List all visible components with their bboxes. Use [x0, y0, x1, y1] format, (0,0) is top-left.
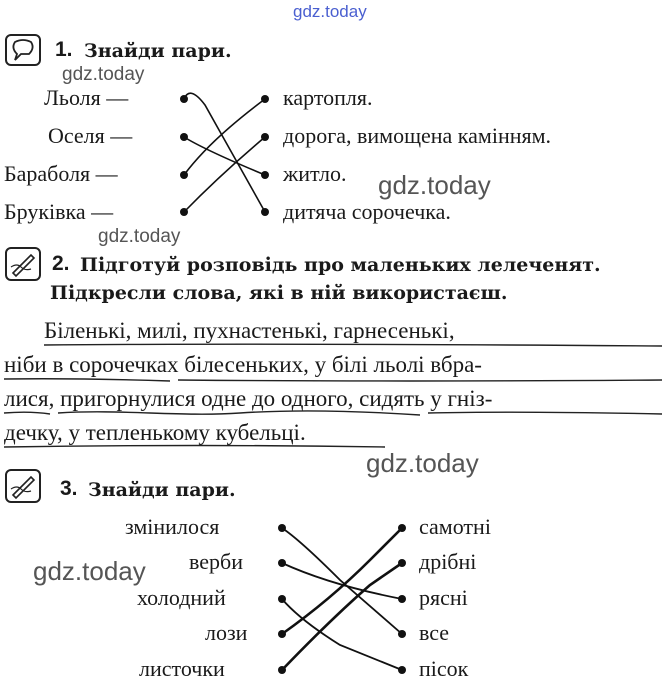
task1-title: Знайди пари.	[84, 40, 232, 62]
task1-right-word: дорога, вимощена камінням.	[283, 123, 552, 148]
task1-left-word: Оселя —	[48, 123, 133, 148]
task1-left-word: Бруківка —	[4, 199, 114, 224]
task2-number: 2.	[52, 252, 70, 275]
paragraph-line: дечку, у тепленькому кубельці.	[4, 420, 306, 445]
task1-right-word: картопля.	[283, 85, 373, 110]
paragraph-line: лися, пригорнулися одне до одного, сидять у гніз-	[4, 386, 493, 411]
watermark: gdz.today	[378, 170, 491, 200]
task3-left-word: холодний	[137, 585, 226, 610]
connector-line	[282, 528, 402, 634]
task1-left-word: Льоля —	[44, 85, 129, 110]
watermark: gdz.today	[62, 64, 145, 85]
task1-right-word: житло.	[283, 161, 347, 186]
task2-title-line2: Підкресли слова, які в ній використаєш.	[50, 282, 508, 304]
task3-right-word: дрібні	[419, 549, 477, 574]
task3-number: 3.	[60, 477, 78, 500]
paragraph-line: ніби в сорочечках білесеньких, у білі льолі вбра-	[4, 352, 482, 377]
task3-right-word: все	[419, 620, 450, 645]
task3-left-word: верби	[189, 549, 243, 574]
task1-right-word: дитяча сорочечка.	[283, 199, 451, 224]
watermark: gdz.today	[366, 448, 479, 478]
watermark: gdz.today	[33, 556, 146, 586]
watermark: gdz.today	[98, 226, 181, 247]
task3-right-word: рясні	[419, 585, 468, 610]
task1-number: 1.	[55, 38, 73, 61]
watermark-top: gdz.today	[293, 2, 367, 21]
task2-title-line1: Підготуй розповідь про маленьких лелеченят.	[80, 254, 601, 276]
paragraph-line: Біленькі, милі, пухнастенькі, гарнесенькі,	[44, 318, 455, 343]
task1-left-word: Бараболя —	[4, 161, 118, 186]
task3-title: Знайди пари.	[88, 479, 236, 501]
task3-left-word: листочки	[139, 656, 225, 681]
task3-right-word: пісок	[419, 656, 469, 681]
task3-right-word: самотні	[419, 514, 491, 539]
task3-dots	[278, 524, 406, 674]
task3-left-word: змінилося	[125, 514, 220, 539]
task3-left-word: лози	[205, 620, 248, 645]
